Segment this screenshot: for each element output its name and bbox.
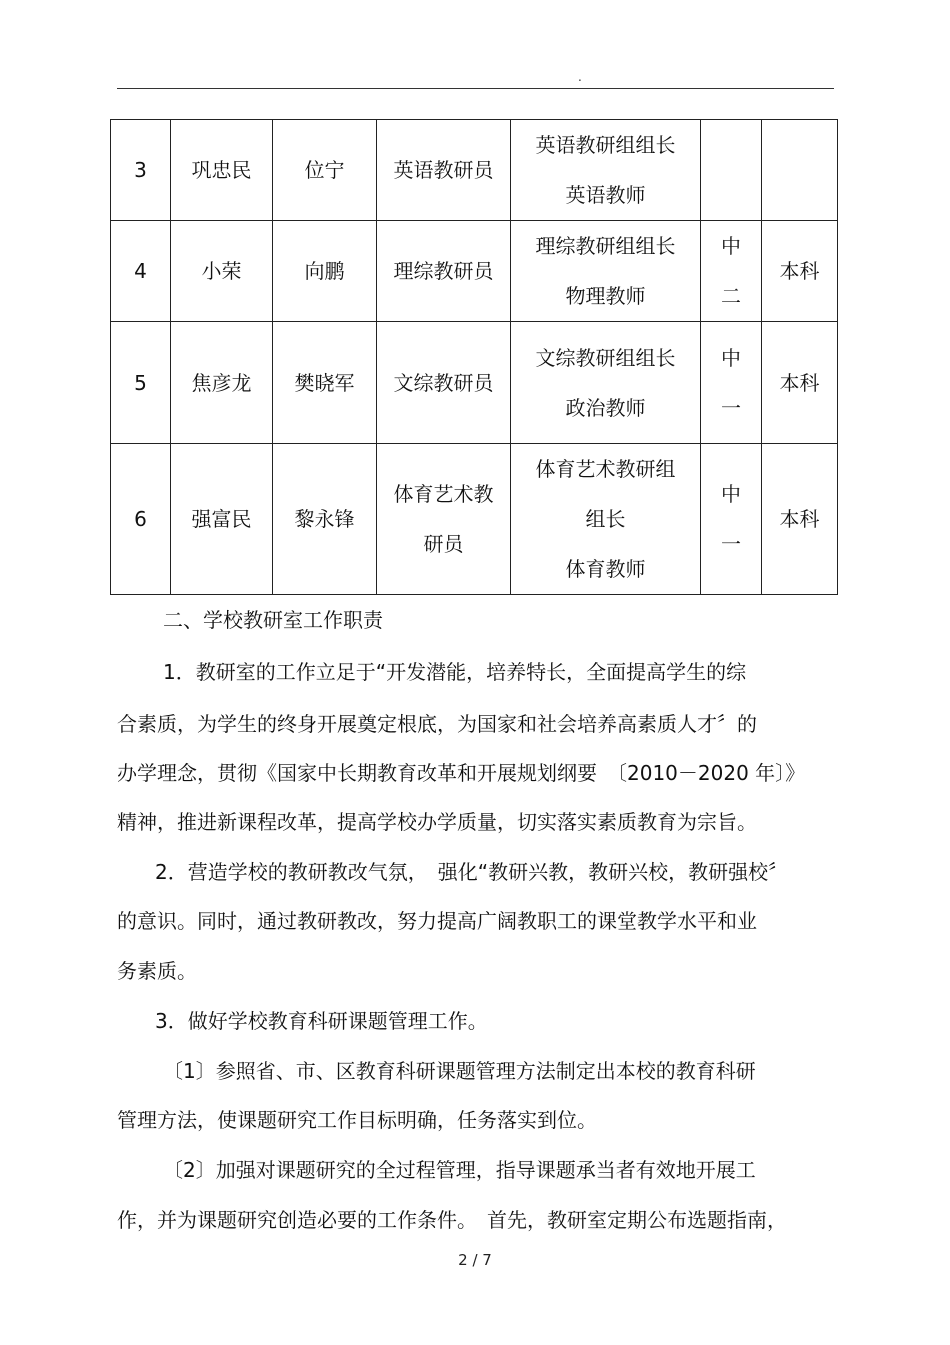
paragraph-line: 精神，推进新课程改革，提高学校办学质量，切实落实素质教育为宗旨。 <box>117 810 757 834</box>
section-heading: 二、学校教研室工作职责 <box>163 608 383 632</box>
cell-edu <box>762 120 838 221</box>
cell-no: 4 <box>111 221 171 322</box>
paragraph-line: 的意识。同时，通过教研教改，努力提高广阔教职工的课堂教学水平和业 <box>117 909 757 933</box>
title-char: 中 <box>721 234 741 258</box>
header-mark: . <box>578 70 582 84</box>
cell-no: 5 <box>111 322 171 444</box>
duty-line: 理综教研组组长 <box>535 234 676 258</box>
paragraph-line: 3．做好学校教育科研课题管理工作。 <box>155 1009 488 1033</box>
cell-name-a: 小荣 <box>171 221 273 322</box>
role-line: 体育艺术教 <box>393 482 494 506</box>
cell-name-a: 巩忠民 <box>171 120 273 221</box>
cell-name-a: 强富民 <box>171 444 273 595</box>
cell-title <box>701 120 762 221</box>
duty-line: 政治教师 <box>565 395 646 420</box>
duty-line: 物理教师 <box>565 284 646 308</box>
cell-edu: 本科 <box>762 444 838 595</box>
title-char: 一 <box>721 532 741 556</box>
cell-name-b: 黎永锋 <box>273 444 377 595</box>
paragraph-line: 2．营造学校的教研教改气氛， 强化“教研兴教，教研兴校，教研强校〞 <box>155 860 789 884</box>
duty-line: 英语教研组组长 <box>535 133 676 157</box>
role-line: 研员 <box>423 532 464 556</box>
cell-no: 6 <box>111 444 171 595</box>
paragraph-line: 〔1〕参照省、市、区教育科研课题管理方法制定出本校的教育科研 <box>163 1059 756 1083</box>
cell-role: 英语教研员 <box>377 120 511 221</box>
title-char: 一 <box>721 395 741 420</box>
cell-edu: 本科 <box>762 322 838 444</box>
duty-line: 文综教研组组长 <box>535 345 676 370</box>
duty-line: 体育艺术教研组 <box>535 457 676 481</box>
cell-name-a: 焦彦龙 <box>171 322 273 444</box>
cell-name-b: 樊晓军 <box>273 322 377 444</box>
paragraph-line: 合素质，为学生的终身开展奠定根底，为国家和社会培养高素质人才〞的 <box>117 712 757 736</box>
table-row <box>111 221 838 322</box>
staff-table <box>110 119 838 595</box>
cell-edu: 本科 <box>762 221 838 322</box>
cell-title <box>701 322 762 444</box>
paragraph-line: 〔2〕加强对课题研究的全过程管理，指导课题承当者有效地开展工 <box>163 1158 756 1182</box>
table-row <box>111 322 838 444</box>
duty-line: 体育教师 <box>565 557 646 581</box>
cell-title <box>701 221 762 322</box>
title-char: 中 <box>721 482 741 506</box>
table-row <box>111 120 838 221</box>
header-rule <box>117 88 834 89</box>
cell-title <box>701 444 762 595</box>
paragraph-line: 1．教研室的工作立足于“开发潜能，培养特长，全面提高学生的综 <box>163 660 747 684</box>
title-char: 中 <box>721 345 741 370</box>
cell-duty <box>511 221 701 322</box>
cell-role: 文综教研员 <box>377 322 511 444</box>
paragraph-line: 管理方法，使课题研究工作目标明确，任务落实到位。 <box>117 1108 597 1132</box>
cell-duty <box>511 120 701 221</box>
cell-name-b: 向鹏 <box>273 221 377 322</box>
page-number: 2 / 7 <box>458 1251 492 1269</box>
paragraph-line: 作，并为课题研究创造必要的工作条件。 首先，教研室定期公布选题指南， <box>117 1208 787 1232</box>
cell-name-b: 位宁 <box>273 120 377 221</box>
paragraph-line: 办学理念，贯彻《国家中长期教育改革和开展规划纲要 〔2010－2020 年〕》 <box>117 761 806 785</box>
title-char: 二 <box>721 284 741 308</box>
cell-role: 理综教研员 <box>377 221 511 322</box>
paragraph-line: 务素质。 <box>117 959 197 983</box>
duty-line: 组长 <box>585 507 626 531</box>
cell-no: 3 <box>111 120 171 221</box>
duty-line: 英语教师 <box>565 183 646 207</box>
cell-duty <box>511 444 701 595</box>
cell-role <box>377 444 511 595</box>
cell-duty <box>511 322 701 444</box>
table-row <box>111 444 838 595</box>
